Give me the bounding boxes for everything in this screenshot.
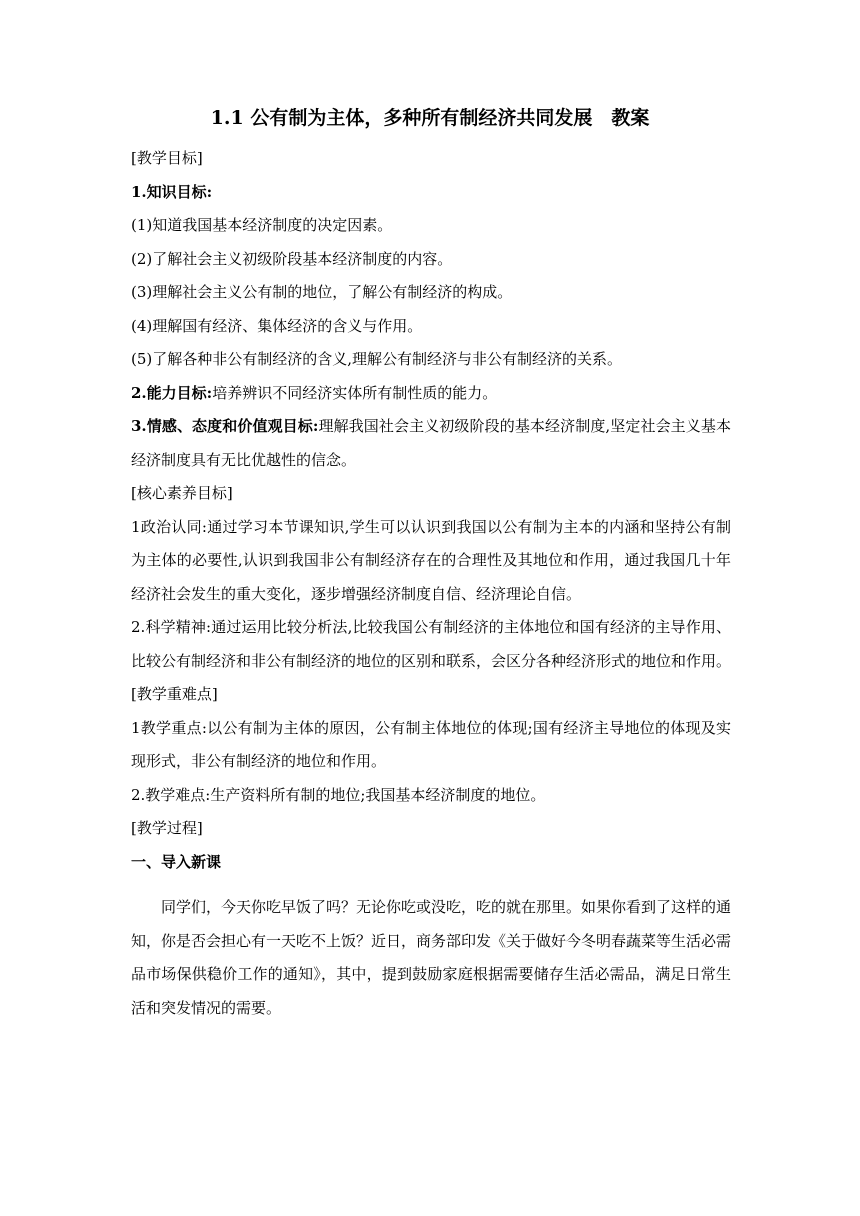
- ability-goal-text: 培养辨识不同经济实体所有制性质的能力。: [212, 383, 498, 402]
- emotion-goal: [131, 410, 731, 477]
- key-point-item: 1教学重点:以公有制为主体的原因，公有制主体地位的体现;国有经济主导地位的体现及实现形式，非公有制经济的地位和作用。: [131, 718, 731, 770]
- knowledge-item: (4)理解国有经济、集体经济的含义与作用。: [131, 316, 423, 335]
- core-literacy-item: 2.科学精神:通过运用比较分析法,比较我国公有制经济的主体地位和国有经济的主导作用、比较公有制经济和非公有制经济的地位的区别和联系，会区分各种经济形式的地位和作用。: [131, 618, 732, 670]
- key-point-item: 2.教学难点:生产资料所有制的地位;我国基本经济制度的地位。: [131, 785, 546, 804]
- emotion-goal-text: 理解我国社会主义初级阶段的基本经济制度,坚定社会主义基本经济制度具有无比优越性的信念。: [131, 417, 731, 469]
- emotion-goal-label: 3.情感、态度和价值观目标:: [131, 417, 319, 435]
- knowledge-item: (3)理解社会主义公有制的地位，了解公有制经济的构成。: [131, 283, 513, 301]
- core-literacy-item: 1政治认同:通过学习本节课知识,学生可以认识到我国以公有制为主本的内涵和坚持公有制为主体的必要性,认识到我国非公有制经济存在的合理性及其地位和作用，通过我国几十年经济社会发生的重大变化，逐步增强经济制度自信、经济理论自信。: [131, 517, 731, 603]
- section-heading-teaching-goals: [教学目标]: [131, 149, 203, 167]
- knowledge-item: (1)知道我国基本经济制度的决定因素。: [131, 216, 393, 234]
- knowledge-item: (5)了解各种非公有制经济的含义,理解公有制经济与非公有制经济的关系。: [131, 350, 623, 368]
- section-heading-key-points: [教学重难点]: [131, 685, 218, 703]
- knowledge-goal-label: 1.知识目标:: [131, 182, 213, 201]
- ability-goal: [131, 377, 731, 411]
- section-heading-process: [教学过程]: [131, 819, 203, 837]
- intro-paragraph: 同学们，今天你吃早饭了吗？无论你吃或没吃，吃的就在那里。如果你看到了这样的通知，你是否会担心有一天吃不上饭？近日，商务部印发《关于做好今冬明春蔬菜等生活必需品市场保供稳价工作的通知》，其中，提到鼓励家庭根据需要储存生活必需品，满足日常生活和突发情况的需要。: [131, 898, 732, 1017]
- intro-section-title: 一、导入新课: [131, 852, 222, 871]
- knowledge-item: (2)了解社会主义初级阶段基本经济制度的内容。: [131, 249, 453, 268]
- paragraph-gap: [131, 879, 731, 891]
- section-heading-core-literacy: [核心素养目标]: [131, 484, 233, 502]
- page-title: 1.1 公有制为主体，多种所有制经济共同发展 教案: [210, 107, 650, 129]
- ability-goal-label: 2.能力目标:: [131, 383, 213, 402]
- document-body: [131, 142, 731, 1025]
